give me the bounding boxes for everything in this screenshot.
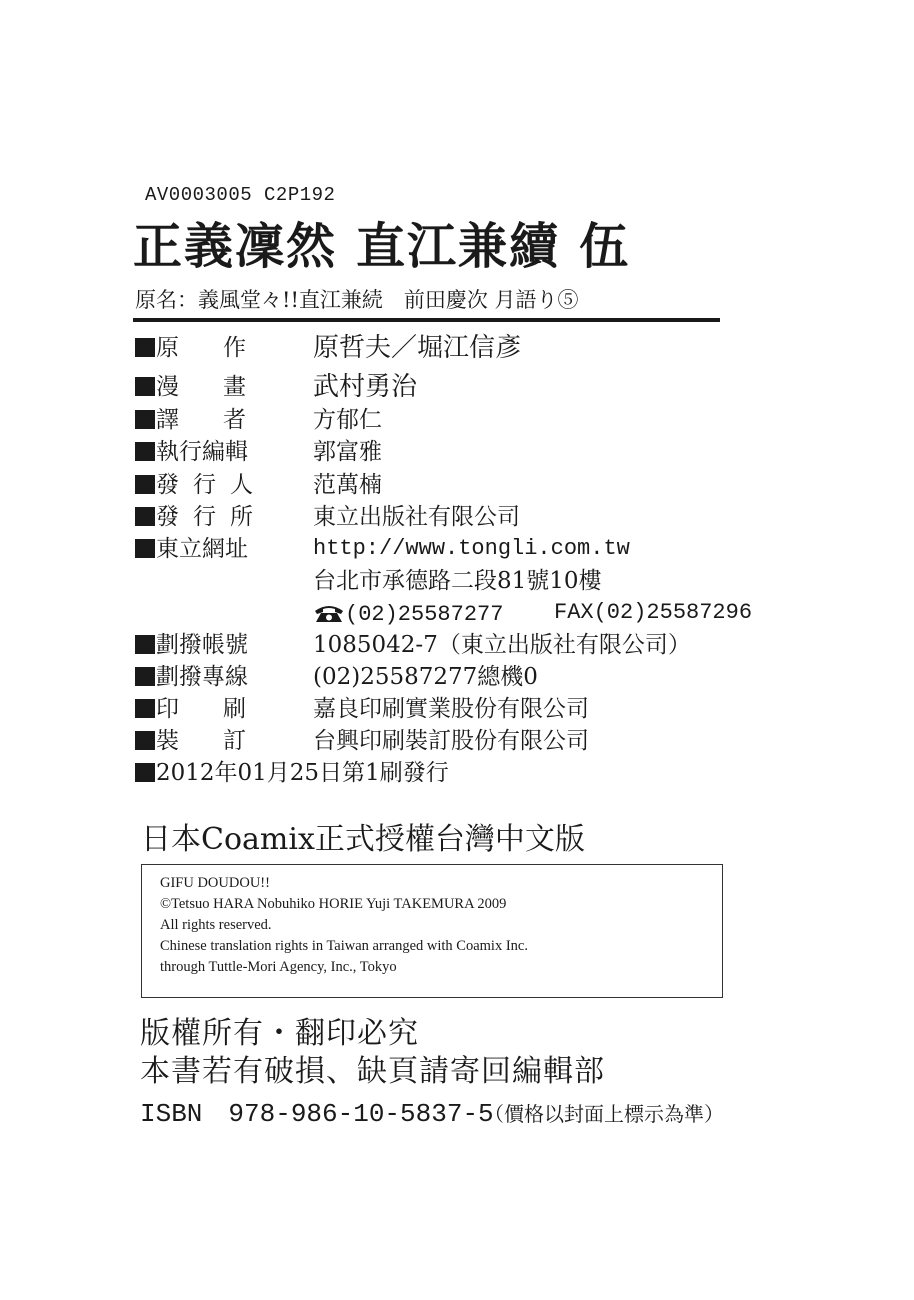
credit-label: 劃撥帳號 bbox=[156, 632, 248, 658]
credit-value: 方郁仁 bbox=[313, 407, 382, 433]
original-title: 原名：義風堂々!!直江兼続 前田慶次 月語り⑤ bbox=[135, 288, 579, 312]
copyright-line: through Tuttle-Mori Agency, Inc., Tokyo bbox=[160, 959, 397, 975]
bullet-square-icon bbox=[135, 635, 155, 654]
damage-notice: 本書若有破損、缺頁請寄回編輯部 bbox=[140, 1054, 605, 1089]
credit-label: 原作 bbox=[156, 335, 290, 361]
fax-number: FAX(02)25587296 bbox=[554, 600, 753, 625]
credit-label: 譯者 bbox=[156, 407, 290, 433]
bullet-square-icon bbox=[135, 475, 155, 494]
credit-label: 發行人 bbox=[156, 472, 267, 498]
address: 台北市承德路二段81號10樓 bbox=[313, 568, 602, 594]
credit-value: 郭富雅 bbox=[313, 439, 382, 465]
bullet-square-icon bbox=[135, 539, 155, 558]
bullet-square-icon bbox=[135, 699, 155, 718]
bullet-square-icon bbox=[135, 731, 155, 750]
catalog-code: AV0003005 C2P192 bbox=[145, 184, 336, 206]
copyright-box bbox=[141, 864, 723, 998]
edition-date: 2012年01月25日第1刷發行 bbox=[156, 760, 449, 786]
credit-value: 台興印刷裝訂股份有限公司 bbox=[313, 728, 589, 754]
edition-row bbox=[135, 757, 449, 789]
credit-label: 漫畫 bbox=[156, 374, 290, 400]
bullet-square-icon bbox=[135, 507, 155, 526]
copyright-line: ©Tetsuo HARA Nobuhiko HORIE Yuji TAKEMURA 2009 bbox=[160, 896, 507, 912]
copyright-line: All rights reserved. bbox=[160, 917, 272, 933]
phone-number: (02)25587277 bbox=[345, 602, 504, 627]
copyright-line: Chinese translation rights in Taiwan arranged with Coamix Inc. bbox=[160, 938, 528, 954]
credit-value: 原哲夫／堀江信彥 bbox=[313, 333, 522, 363]
credit-value: 東立出版社有限公司 bbox=[313, 504, 520, 530]
telephone-icon bbox=[313, 603, 345, 623]
rights-reserved-notice: 版權所有・翻印必究 bbox=[140, 1016, 419, 1051]
authorization-notice: 日本Coamix正式授權台灣中文版 bbox=[141, 822, 585, 857]
credit-label: 發行所 bbox=[156, 504, 267, 530]
bullet-square-icon bbox=[135, 377, 155, 396]
credit-value: 范萬楠 bbox=[313, 472, 382, 498]
bullet-square-icon bbox=[135, 442, 155, 461]
credit-value: 嘉良印刷實業股份有限公司 bbox=[313, 696, 589, 722]
price-note: （價格以封面上標示為準） bbox=[484, 1102, 724, 1126]
credit-label: 印刷 bbox=[156, 696, 290, 722]
credit-label: 裝訂 bbox=[156, 728, 290, 754]
bullet-square-icon bbox=[135, 410, 155, 429]
credit-value: 武村勇治 bbox=[313, 372, 418, 402]
copyright-line: GIFU DOUDOU!! bbox=[160, 875, 270, 891]
isbn: ISBN 978-986-10-5837-5 bbox=[140, 1099, 494, 1129]
credit-label: 劃撥專線 bbox=[156, 664, 248, 690]
bullet-square-icon bbox=[135, 667, 155, 686]
bullet-square-icon bbox=[135, 338, 155, 357]
credit-label: 執行編輯 bbox=[156, 439, 248, 465]
title-divider bbox=[133, 318, 720, 322]
credit-label: 東立網址 bbox=[156, 536, 248, 562]
credit-value: 1085042-7（東立出版社有限公司） bbox=[313, 632, 691, 658]
website-url: http://www.tongli.com.tw bbox=[313, 536, 630, 561]
bullet-square-icon bbox=[135, 763, 155, 782]
credit-value: (02)25587277總機0 bbox=[313, 664, 538, 690]
book-title: 正義凜然 直江兼續 伍 bbox=[133, 217, 631, 275]
